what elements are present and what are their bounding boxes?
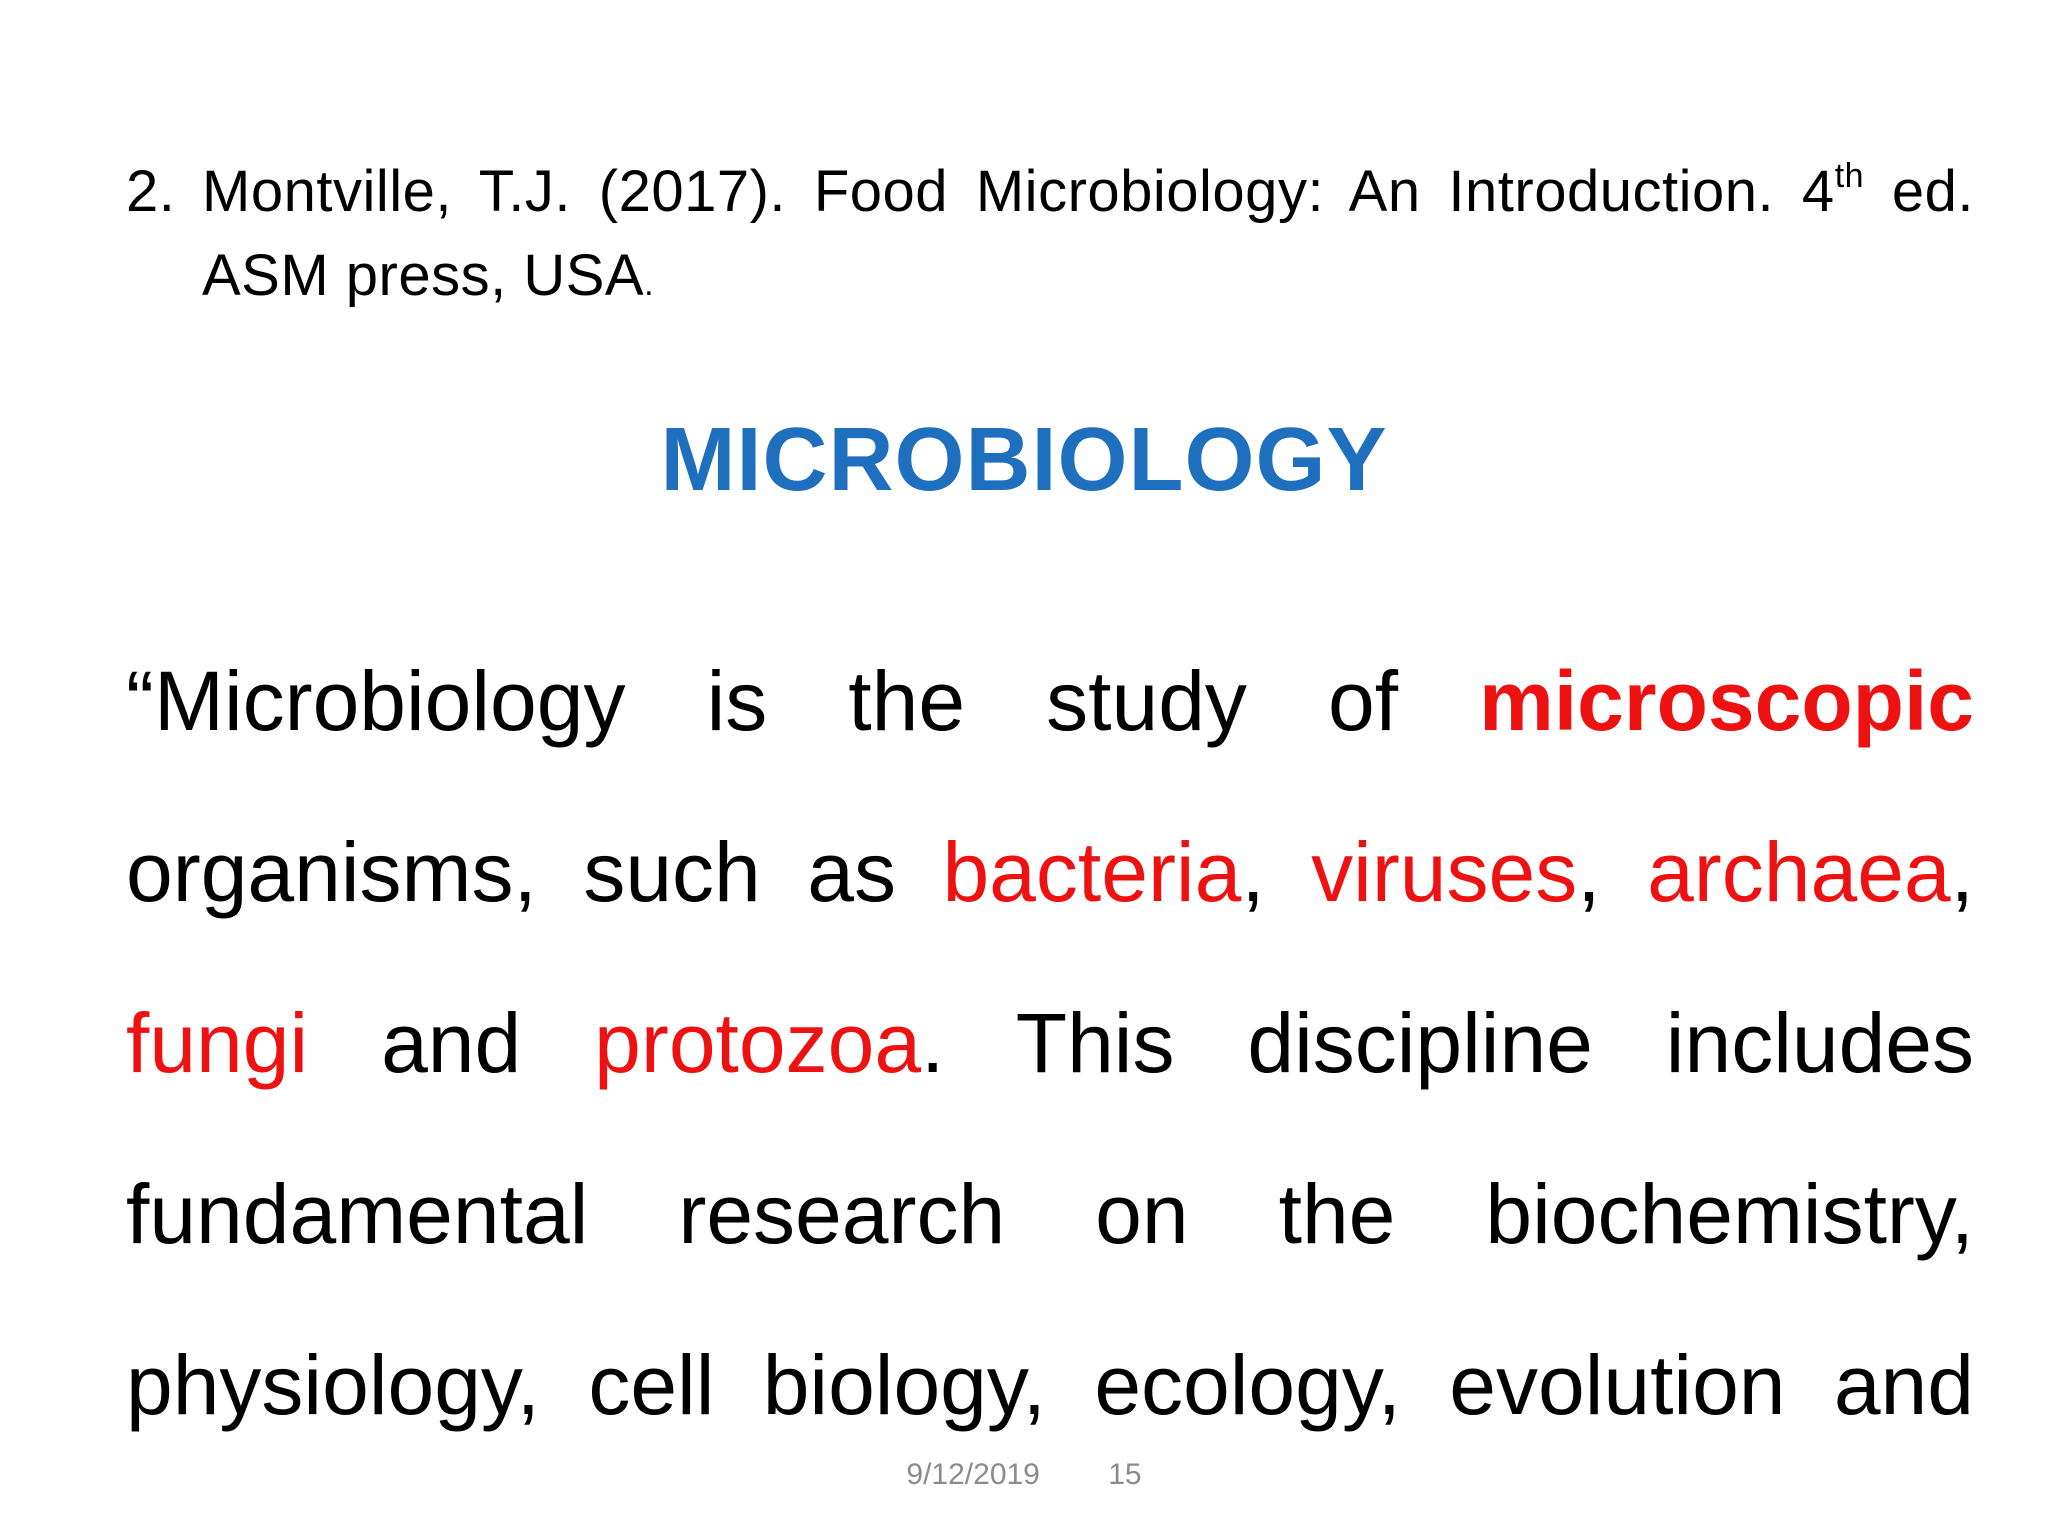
line2-comma-2: , (1577, 825, 1648, 919)
slide-heading: MICROBIOLOGY (660, 410, 1388, 510)
reference-text-main: Montville, T.J. (2017). Food Microbiology: An Introduction. 4 (202, 159, 1835, 224)
line2-text: organisms, such as (126, 825, 943, 919)
line2-comma-1: , (1241, 825, 1312, 919)
highlight-microscopic: microscopic (1479, 654, 1974, 748)
line3-text: . This discipline includes (921, 996, 1975, 1090)
definition-paragraph (126, 616, 1974, 1471)
reference-number: 2. (126, 159, 176, 224)
line1-text: “Microbiology is the study of (126, 654, 1480, 748)
reference-superscript: th (1834, 157, 1865, 195)
paragraph-line-5: physiology, cell biology, ecology, evolution and (126, 1338, 1974, 1432)
footer-page-number: 15 (1108, 1458, 1142, 1491)
reference-text (202, 150, 1974, 326)
highlight-protozoa: protozoa (594, 996, 922, 1090)
line2-comma-3: , (1950, 825, 1974, 919)
paragraph-line-1 (126, 616, 1974, 787)
line3-and: and (308, 996, 595, 1090)
highlight-archaea: archaea (1647, 825, 1951, 919)
highlight-viruses: viruses (1311, 825, 1578, 919)
paragraph-line-2 (126, 787, 1974, 958)
footer-date: 9/12/2019 (906, 1458, 1040, 1491)
reference-trailing-dot: . (644, 265, 655, 303)
paragraph-line-4: fundamental research on the biochemistry, (126, 1167, 1974, 1261)
slide-footer (0, 1458, 2048, 1492)
reference-entry (126, 150, 1974, 326)
reference-text-tail: ed. ASM press, USA (202, 159, 1974, 308)
highlight-bacteria: bacteria (942, 825, 1242, 919)
paragraph-line-3 (126, 958, 1974, 1129)
highlight-fungi: fungi (126, 996, 309, 1090)
